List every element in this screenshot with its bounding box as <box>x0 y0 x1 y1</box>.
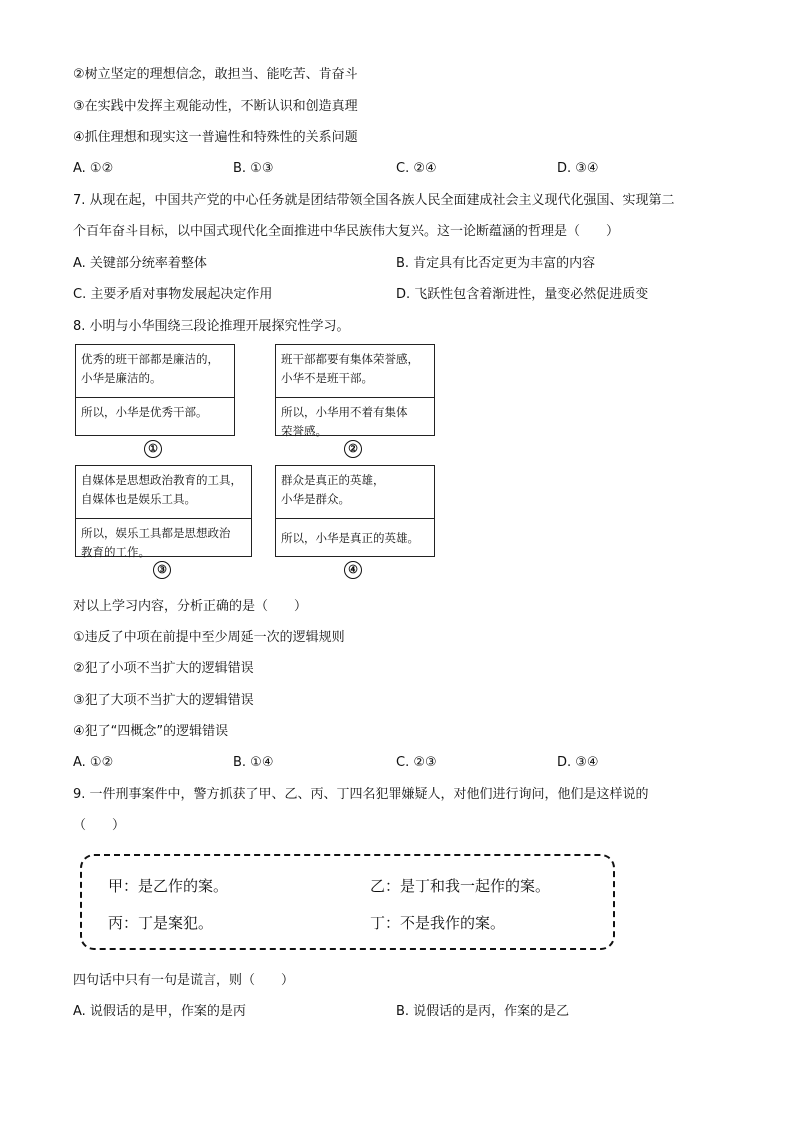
box-2-label: ② <box>344 440 362 458</box>
statements-box <box>80 854 615 950</box>
box-4-premise-2: 小华是群众。 <box>281 492 350 506</box>
q9-stem-line-1: 9. 一件刑事案件中，警方抓获了甲、乙、丙、丁四名犯罪嫌疑人，对他们进行询问，他们是这样说的 <box>73 787 649 802</box>
q6-option-a: A. ①② <box>73 161 114 176</box>
box-3-premise-2: 自媒体也是娱乐工具。 <box>81 492 196 506</box>
q9-question: 四句话中只有一句是谎言，则（ ） <box>73 973 295 988</box>
box-4-premise-1: 群众是真正的英雄， <box>281 473 385 487</box>
statement-jia: 甲：是乙作的案。 <box>108 877 229 895</box>
q7-option-d: D. 飞跃性包含着渐进性，量变必然促进质变 <box>396 287 649 302</box>
q6-option-b: B. ①③ <box>233 161 274 176</box>
box-1-premise-2: 小华是廉洁的。 <box>81 371 162 385</box>
syllogism-box-2 <box>275 344 435 436</box>
box-3-conclusion-cont: 教育的工作。 <box>81 545 150 559</box>
box-2-premise-2: 小华不是班干部。 <box>281 371 373 385</box>
q7-stem-line-1: 7. 从现在起，中国共产党的中心任务就是团结带领全国各族人民全面建成社会主义现代化强国、实现第二 <box>73 193 675 208</box>
syllogism-box-3 <box>75 465 252 557</box>
box-1-premise-1: 优秀的班干部都是廉洁的， <box>81 352 219 366</box>
statement-bing: 丙：丁是案犯。 <box>108 914 214 932</box>
q9-option-a: A. 说假话的是甲，作案的是丙 <box>73 1004 246 1019</box>
box-1-conclusion: 所以，小华是优秀干部。 <box>81 405 208 419</box>
q8-item-4: ④犯了“四概念”的逻辑错误 <box>73 724 229 739</box>
q7-option-a: A. 关键部分统率着整体 <box>73 256 207 271</box>
syllogism-box-1 <box>75 344 235 436</box>
q8-option-a: A. ①② <box>73 755 114 770</box>
box-2-conclusion: 所以，小华用不着有集体 <box>281 405 408 419</box>
q7-stem-line-2: 个百年奋斗目标，以中国式现代化全面推进中华民族伟大复兴。这一论断蕴涵的哲理是（ ） <box>73 224 620 239</box>
q6-item-4: ④抓住理想和现实这一普遍性和特殊性的关系问题 <box>73 130 358 145</box>
statement-yi: 乙：是丁和我一起作的案。 <box>370 877 551 895</box>
q6-option-d: D. ③④ <box>557 161 599 176</box>
q7-option-c: C. 主要矛盾对事物发展起决定作用 <box>73 287 273 302</box>
q8-option-c: C. ②③ <box>396 755 437 770</box>
box-3-conclusion: 所以，娱乐工具都是思想政治 <box>81 526 231 540</box>
q8-item-1: ①违反了中项在前提中至少周延一次的逻辑规则 <box>73 630 345 645</box>
box-3-premise-1: 自媒体是思想政治教育的工具， <box>81 473 242 487</box>
q9-stem-line-2: （ ） <box>73 818 126 833</box>
box-2-premise-1: 班干部都要有集体荣誉感， <box>281 352 419 366</box>
q6-item-3: ③在实践中发挥主观能动性，不断认识和创造真理 <box>73 99 358 114</box>
q8-item-3: ③犯了大项不当扩大的逻辑错误 <box>73 693 254 708</box>
box-3-label: ③ <box>153 561 171 579</box>
q8-option-d: D. ③④ <box>557 755 599 770</box>
q6-option-c: C. ②④ <box>396 161 437 176</box>
q8-item-2: ②犯了小项不当扩大的逻辑错误 <box>73 661 254 676</box>
q8-question: 对以上学习内容，分析正确的是（ ） <box>73 599 308 614</box>
box-2-conclusion-cont: 荣誉感。 <box>281 424 327 438</box>
box-1-label: ① <box>144 440 162 458</box>
q7-option-b: B. 肯定具有比否定更为丰富的内容 <box>396 256 596 271</box>
syllogism-box-4 <box>275 465 435 557</box>
statement-ding: 丁：不是我作的案。 <box>370 914 506 932</box>
q8-option-b: B. ①④ <box>233 755 274 770</box>
box-4-label: ④ <box>344 561 362 579</box>
box-4-conclusion: 所以，小华是真正的英雄。 <box>281 531 419 545</box>
q8-stem: 8. 小明与小华围绕三段论推理开展探究性学习。 <box>73 319 350 334</box>
q6-item-2: ②树立坚定的理想信念，敢担当、能吃苦、肯奋斗 <box>73 67 358 82</box>
q9-option-b: B. 说假话的是丙，作案的是乙 <box>396 1004 570 1019</box>
